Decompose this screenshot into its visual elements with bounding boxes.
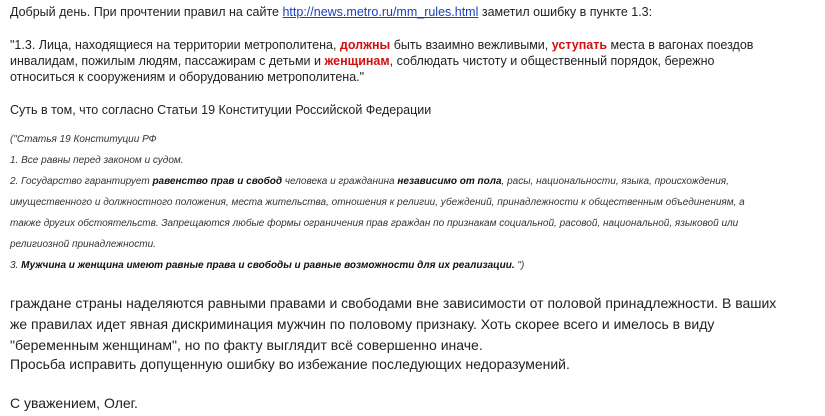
article-text: человека и гражданина bbox=[282, 176, 398, 187]
article-text: ") bbox=[514, 260, 525, 271]
body-line-2: же правилах идет явная дискриминация мужчин по половому признаку. Хоть скорее всего и имелось в виду bbox=[10, 316, 715, 332]
body-line-3: "беременным женщинам", но по факту выглядит всё совершенно иначе. bbox=[10, 337, 483, 353]
greeting-line bbox=[10, 4, 652, 20]
body-line-4: Просьба исправить допущенную ошибку во избежание последующих недоразумений. bbox=[10, 356, 570, 372]
article-point-2-cont: религиозной принадлежности. bbox=[10, 239, 156, 250]
quote-text: "1.3. Лица, находящиеся на территории метрополитена, bbox=[10, 38, 340, 52]
quote-line-1 bbox=[10, 37, 753, 53]
article-text: 2. Государство гарантирует bbox=[10, 176, 153, 187]
quote-text: быть взаимно вежливыми, bbox=[390, 38, 552, 52]
article-bold: независимо от пола bbox=[397, 176, 502, 187]
highlight-must: должны bbox=[339, 38, 391, 52]
article-point-3 bbox=[10, 256, 524, 276]
article-text: 3. bbox=[10, 260, 22, 271]
highlight-women: женщинам bbox=[324, 54, 390, 68]
greeting-text: Добрый день. При прочтении правил на сайте bbox=[10, 5, 283, 19]
body-line-1: граждане страны наделяются равными правами и свободами вне зависимости от половой принадлежности. В ваших bbox=[10, 295, 777, 311]
highlight-yield: уступать bbox=[551, 38, 608, 52]
quote-line-2 bbox=[10, 53, 714, 69]
article-point-2-cont: имущественного и должностного положения, места жительства, отношения к религии, убеждений, принадлежности к общественным объединениям, а bbox=[10, 197, 745, 208]
article-point-2 bbox=[10, 172, 729, 192]
essence-line: Суть в том, что согласно Статьи 19 Конституции Российской Федерации bbox=[10, 103, 432, 117]
article-point-2-cont: также других обстоятельств. Запрещаются любые формы ограничения прав граждан по признакам социальной, расовой, национальной, языковой или bbox=[10, 218, 739, 229]
article-bold: Мужчина и женщина имеют равные права и свободы и равные возможности для их реализации. bbox=[21, 260, 515, 271]
article-title: ("Статья 19 Конституции РФ bbox=[10, 134, 157, 145]
article-text: , расы, национальности, языка, происхождения, bbox=[501, 176, 729, 187]
quote-text: инвалидам, пожилым людям, пассажирам с детьми и bbox=[10, 54, 325, 68]
quote-line-3: относиться к сооружениям и оборудованию метрополитена." bbox=[10, 70, 365, 84]
greeting-text-end: заметил ошибку в пункте 1.3: bbox=[478, 5, 653, 19]
article-bold: равенство прав и свобод bbox=[152, 176, 283, 187]
quote-text: , соблюдать чистоту и общественный порядок, бережно bbox=[389, 54, 715, 68]
rules-link[interactable]: http://news.metro.ru/mm_rules.html bbox=[282, 5, 479, 19]
article-point-1: 1. Все равны перед законом и судом. bbox=[10, 155, 184, 166]
signature: С уважением, Олег. bbox=[10, 395, 138, 411]
quote-text: места в вагонах поездов bbox=[607, 38, 754, 52]
